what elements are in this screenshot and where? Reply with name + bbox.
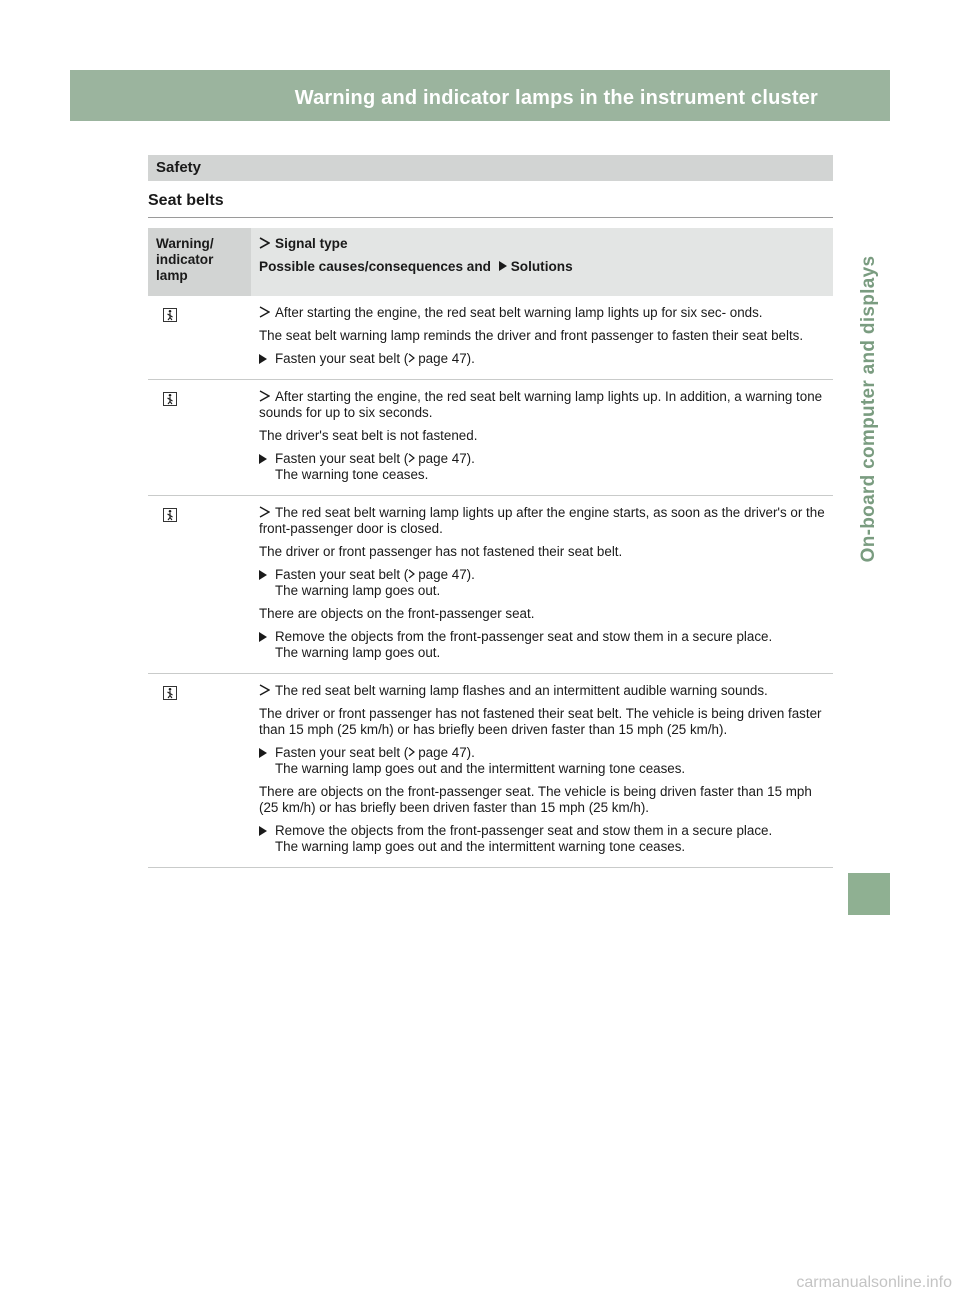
- action-arrow-icon: [259, 632, 267, 642]
- cause-text: There are objects on the front-passenger seat. The vehicle is being driven faster than 15 mph (25 km/h) or has briefly been driven faster than 15 mph (25 km/h).: [259, 784, 812, 815]
- header-title: Warning and indicator lamps in the instrument cluster: [294, 87, 818, 109]
- action-text: Remove the objects from the front-passenger seat and stow them in a secure place.: [275, 629, 773, 644]
- description-cell: [251, 496, 833, 674]
- signal-type-icon: [259, 683, 275, 698]
- lamp-cell: [148, 380, 251, 496]
- action-result: The warning lamp goes out and the intermittent warning tone ceases.: [275, 839, 686, 854]
- cause-text: There are objects on the front-passenger seat.: [259, 606, 535, 621]
- table-header-row: [148, 228, 833, 296]
- action-arrow-icon: [259, 354, 267, 364]
- table-row: [148, 296, 833, 380]
- column-header-lamp: [148, 228, 251, 296]
- action-result: The warning lamp goes out.: [275, 645, 441, 660]
- signal-type-icon: [259, 389, 275, 404]
- page-reference-link[interactable]: page 47).: [418, 745, 475, 760]
- column-header-signal: [251, 228, 833, 296]
- page-reference-link[interactable]: page 47).: [418, 451, 475, 466]
- seat-belt-icon: [163, 686, 177, 700]
- seat-belt-icon: [163, 308, 177, 322]
- action-step: [259, 351, 825, 367]
- column-header-causes-text: Possible causes/consequences and: [259, 259, 491, 274]
- cause-text: The driver or front passenger has not fastened their seat belt.: [259, 544, 623, 559]
- column-header-lamp-text: Warning/ indicator lamp: [156, 236, 214, 283]
- signal-type-icon: [259, 505, 275, 520]
- page-header: [70, 70, 947, 121]
- signal-type-icon: [259, 236, 275, 251]
- page-ref-icon: [408, 567, 418, 582]
- warning-lamp-table: [148, 228, 833, 868]
- cause-text: The driver's seat belt is not fastened.: [259, 428, 478, 443]
- signal-description: After starting the engine, the red seat belt warning lamp lights up. In addition, a warning tone sounds for up to six seconds.: [259, 389, 823, 420]
- table-row: [148, 674, 833, 868]
- page-reference-link[interactable]: page 47).: [418, 351, 475, 366]
- action-arrow-icon: [259, 454, 267, 464]
- action-arrow-icon: [259, 570, 267, 580]
- description-cell: [251, 380, 833, 496]
- chapter-tab-marker: [848, 873, 890, 915]
- action-result: The warning tone ceases.: [275, 467, 429, 482]
- action-step: [259, 629, 825, 661]
- lamp-cell: [148, 496, 251, 674]
- seat-belt-icon: [163, 508, 177, 522]
- description-cell: [251, 296, 833, 380]
- page-ref-icon: [408, 451, 418, 466]
- solutions-arrow-icon: [499, 261, 507, 271]
- column-header-signal-text: Signal type: [275, 236, 348, 251]
- action-step: [259, 745, 825, 777]
- action-step: [259, 567, 825, 599]
- description-cell: [251, 674, 833, 868]
- lamp-cell: [148, 674, 251, 868]
- seat-belt-icon: [163, 392, 177, 406]
- section-subtitle: Seat belts: [148, 192, 224, 209]
- action-text: Fasten your seat belt (: [275, 745, 409, 760]
- chapter-tab-label: On-board computer and displays: [858, 255, 879, 563]
- watermark-text: carmanualsonline.info: [796, 1274, 952, 1291]
- cause-text: The driver or front passenger has not fastened their seat belt. The vehicle is being driven faster than 15 mph (25 km/h) or has briefly been driven faster than 15 mph (25 km/h).: [259, 706, 822, 737]
- action-result: The warning lamp goes out.: [275, 583, 441, 598]
- action-text: Fasten your seat belt (: [275, 567, 409, 582]
- page-reference-link[interactable]: page 47).: [418, 567, 475, 582]
- action-step: [259, 451, 825, 483]
- action-text: Fasten your seat belt (: [275, 351, 409, 366]
- signal-description: The red seat belt warning lamp lights up after the engine starts, as soon as the driver's or the front-passenger door is closed.: [259, 505, 825, 536]
- action-step: [259, 823, 825, 855]
- column-header-solutions-text: Solutions: [510, 259, 573, 274]
- signal-description: The red seat belt warning lamp flashes and an intermittent audible warning sounds.: [275, 683, 768, 698]
- signal-description: After starting the engine, the red seat belt warning lamp lights up for six sec- onds.: [275, 305, 763, 320]
- action-arrow-icon: [259, 826, 267, 836]
- action-text: Fasten your seat belt (: [275, 451, 409, 466]
- table-row: [148, 380, 833, 496]
- lamp-cell: [148, 296, 251, 380]
- action-result: The warning lamp goes out and the intermittent warning tone ceases.: [275, 761, 686, 776]
- page-ref-icon: [408, 351, 418, 366]
- page-ref-icon: [408, 745, 418, 760]
- action-text: Remove the objects from the front-passenger seat and stow them in a secure place.: [275, 823, 773, 838]
- action-arrow-icon: [259, 748, 267, 758]
- table-row: [148, 496, 833, 674]
- subtitle-divider: [148, 217, 833, 218]
- signal-type-icon: [259, 305, 275, 320]
- cause-text: The seat belt warning lamp reminds the driver and front passenger to fasten their seat belts.: [259, 328, 804, 343]
- page-number: 245: [916, 89, 947, 109]
- section-title: Safety: [148, 155, 833, 181]
